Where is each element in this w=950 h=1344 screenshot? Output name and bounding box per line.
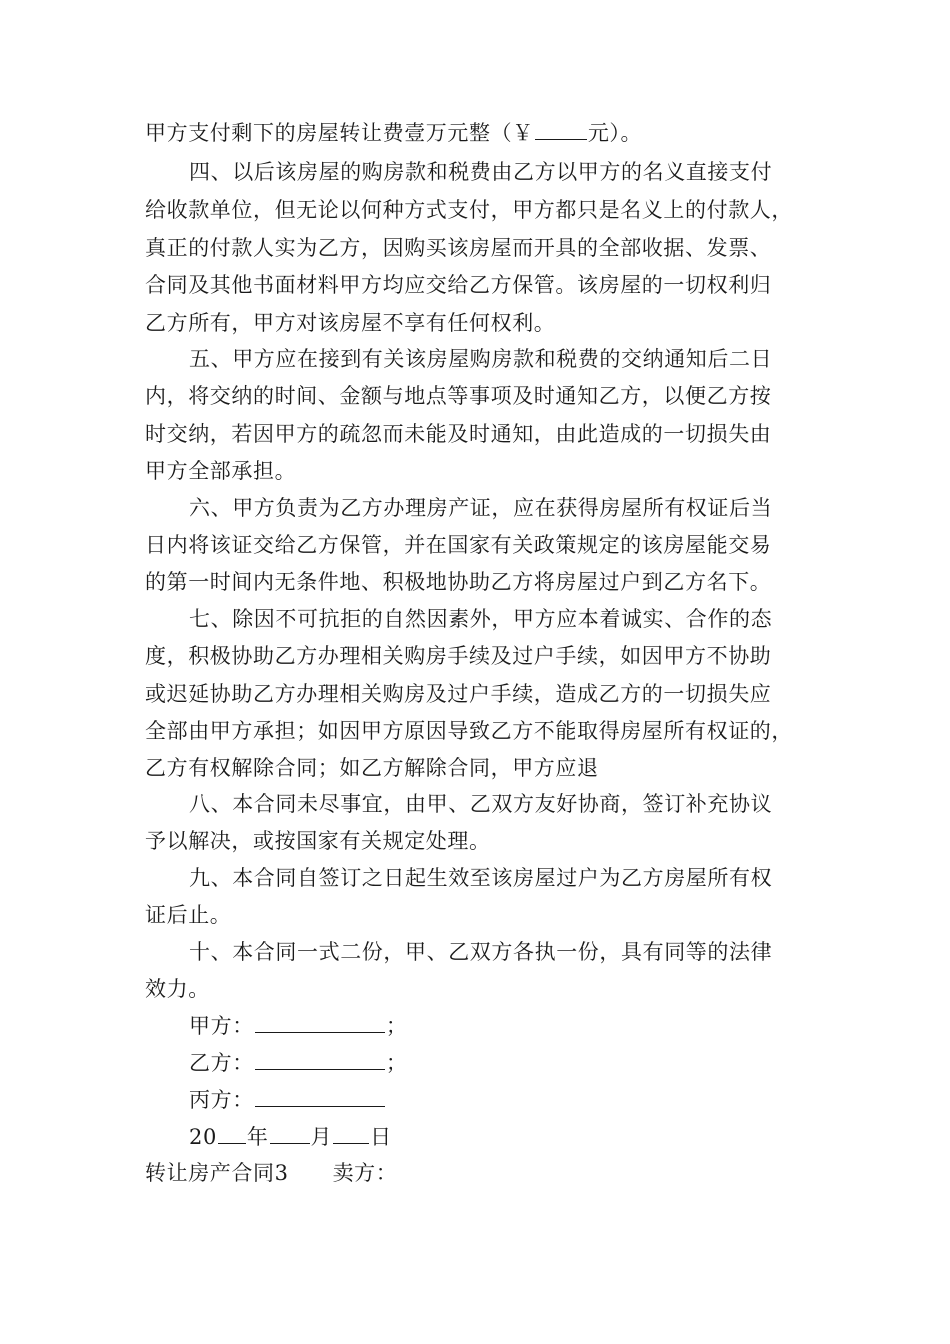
month-label: 月 bbox=[310, 1125, 333, 1149]
para-4-line: 给收款单位，但无论以何种方式支付，甲方都只是名义上的付款人， bbox=[145, 198, 793, 222]
day-blank bbox=[333, 1122, 369, 1144]
para-4-line: 四、以后该房屋的购房款和税费由乙方以甲方的名义直接支付 bbox=[189, 160, 773, 184]
para-10-line: 效力。 bbox=[145, 977, 210, 1001]
para-7-line: 乙方有权解除合同；如乙方解除合同，甲方应退 bbox=[145, 756, 599, 780]
para-3-text-after: 元）。 bbox=[587, 121, 643, 145]
party-b-separator: ； bbox=[385, 1051, 408, 1075]
signature-party-b bbox=[189, 1048, 407, 1078]
para-8-line: 八、本合同未尽事宜，由甲、乙双方友好协商，签订补充协议 bbox=[189, 792, 773, 816]
year-blank bbox=[218, 1122, 246, 1144]
next-contract-title: 转让房产合同3 bbox=[145, 1161, 289, 1185]
para-6-line: 日内将该证交给乙方保管，并在国家有关政策规定的该房屋能交易 bbox=[145, 533, 772, 557]
para-6-line: 的第一时间内无条件地、积极地协助乙方将房屋过户到乙方名下。 bbox=[145, 570, 772, 594]
para-4-line: 真正的付款人实为乙方，因购买该房屋而开具的全部收据、发票、 bbox=[145, 236, 772, 260]
para-4-line: 乙方所有，甲方对该房屋不享有任何权利。 bbox=[145, 311, 556, 335]
para-3-tail bbox=[145, 118, 642, 148]
party-b-signature-blank bbox=[255, 1048, 385, 1070]
party-b-label: 乙方： bbox=[189, 1051, 254, 1075]
para-3-text-before: 甲方支付剩下的房屋转让费壹万元整（￥ bbox=[145, 121, 534, 145]
year-label: 年 bbox=[246, 1125, 269, 1149]
party-a-separator: ； bbox=[385, 1014, 408, 1038]
para-10-line: 十、本合同一式二份，甲、乙双方各执一份，具有同等的法律 bbox=[189, 940, 773, 964]
para-7-line: 度，积极协助乙方办理相关购房手续及过户手续，如因甲方不协助 bbox=[145, 644, 772, 668]
para-5-line: 甲方全部承担。 bbox=[145, 459, 297, 483]
day-label: 日 bbox=[370, 1125, 392, 1149]
para-7-line: 七、除因不可抗拒的自然因素外，甲方应本着诚实、合作的态 bbox=[189, 607, 773, 631]
month-blank bbox=[270, 1122, 310, 1144]
para-5-line: 五、甲方应在接到有关该房屋购房款和税费的交纳通知后二日 bbox=[189, 347, 773, 371]
seller-label: 卖方： bbox=[332, 1161, 398, 1185]
party-a-label: 甲方： bbox=[189, 1014, 254, 1038]
signature-party-c bbox=[189, 1085, 386, 1115]
para-4-line: 合同及其他书面材料甲方均应交给乙方保管。该房屋的一切权利归 bbox=[145, 273, 772, 297]
para-5-line: 时交纳，若因甲方的疏忽而未能及时通知，由此造成的一切损失由 bbox=[145, 422, 772, 446]
party-c-signature-blank bbox=[255, 1085, 385, 1107]
amount-blank bbox=[535, 118, 587, 140]
para-9-line: 九、本合同自签订之日起生效至该房屋过户为乙方房屋所有权 bbox=[189, 866, 773, 890]
party-c-label: 丙方： bbox=[189, 1088, 254, 1112]
para-5-line: 内，将交纳的时间、金额与地点等事项及时通知乙方，以便乙方按 bbox=[145, 384, 772, 408]
year-prefix: 20 bbox=[189, 1125, 217, 1149]
party-a-signature-blank bbox=[255, 1011, 385, 1033]
para-7-line: 全部由甲方承担；如因甲方原因导致乙方不能取得房屋所有权证的， bbox=[145, 719, 793, 743]
para-7-line: 或迟延协助乙方办理相关购房及过户手续，造成乙方的一切损失应 bbox=[145, 682, 772, 706]
signing-date bbox=[189, 1122, 392, 1152]
next-contract-heading bbox=[145, 1158, 397, 1188]
para-8-line: 予以解决，或按国家有关规定处理。 bbox=[145, 829, 491, 853]
para-9-line: 证后止。 bbox=[145, 903, 232, 927]
signature-party-a bbox=[189, 1011, 407, 1041]
para-6-line: 六、甲方负责为乙方办理房产证，应在获得房屋所有权证后当 bbox=[189, 496, 773, 520]
